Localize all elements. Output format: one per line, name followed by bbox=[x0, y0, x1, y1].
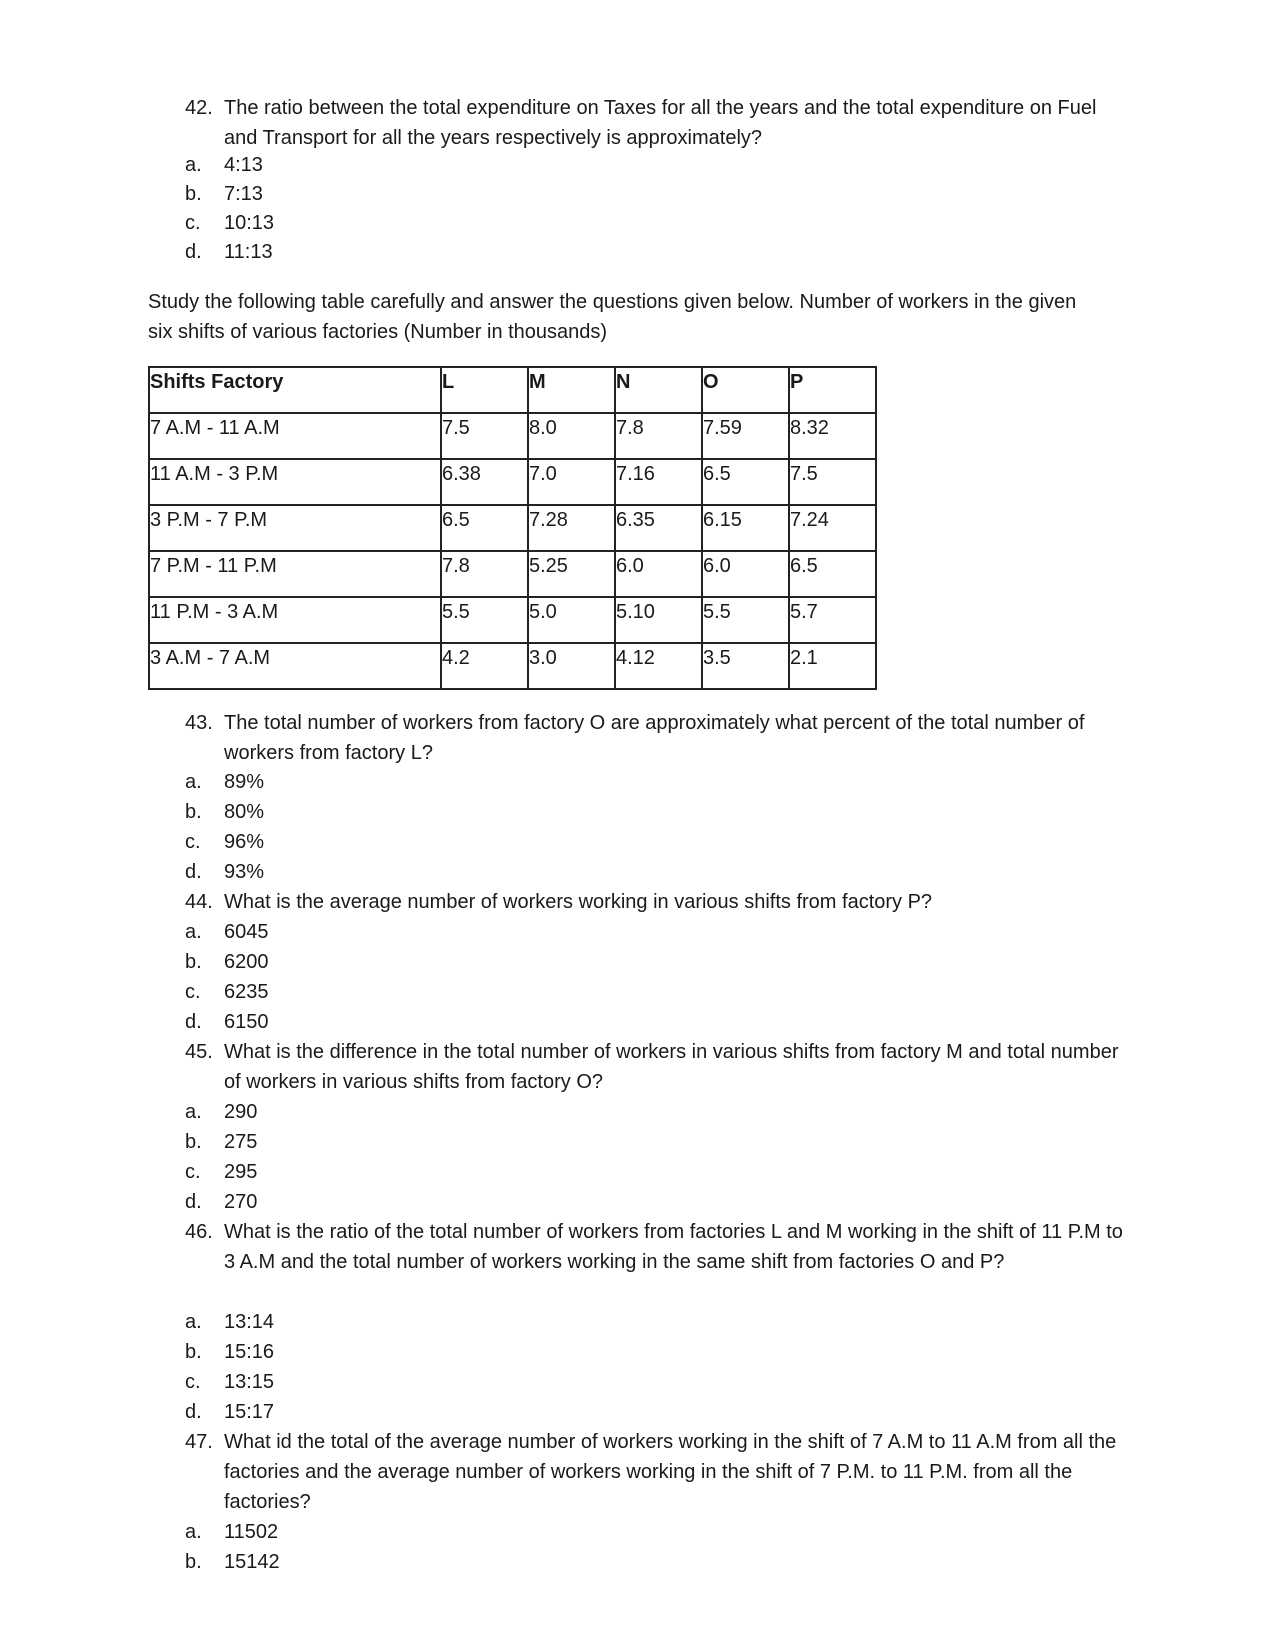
shift-cell: 3 P.M - 7 P.M bbox=[149, 505, 441, 551]
value-cell: 6.5 bbox=[702, 459, 789, 505]
question-43 bbox=[185, 708, 1125, 768]
option-text: 275 bbox=[224, 1131, 258, 1153]
table-row bbox=[149, 643, 876, 689]
option-text: 11502 bbox=[224, 1521, 279, 1543]
option-text: 270 bbox=[224, 1191, 258, 1213]
option-text: 6045 bbox=[224, 921, 269, 943]
value-cell: 6.15 bbox=[702, 505, 789, 551]
option-44-b bbox=[185, 947, 269, 977]
option-42-a bbox=[185, 150, 263, 180]
option-letter: b. bbox=[185, 951, 202, 973]
value-cell: 4.12 bbox=[615, 643, 702, 689]
option-text: 96% bbox=[224, 831, 265, 853]
value-cell: 7.24 bbox=[789, 505, 876, 551]
value-cell: 6.35 bbox=[615, 505, 702, 551]
question-47 bbox=[185, 1427, 1125, 1517]
option-letter: a. bbox=[185, 771, 202, 793]
workers-table bbox=[148, 366, 877, 690]
header-cell: L bbox=[441, 367, 528, 413]
value-cell: 6.0 bbox=[615, 551, 702, 597]
value-cell: 2.1 bbox=[789, 643, 876, 689]
value-cell: 8.0 bbox=[528, 413, 615, 459]
option-letter: d. bbox=[185, 1011, 202, 1033]
value-cell: 7.16 bbox=[615, 459, 702, 505]
shift-cell: 11 P.M - 3 A.M bbox=[149, 597, 441, 643]
question-text: What is the average number of workers working in various shifts from factory P? bbox=[224, 891, 933, 913]
option-42-d bbox=[185, 237, 273, 267]
option-letter: d. bbox=[185, 1191, 202, 1213]
option-text: 93% bbox=[224, 861, 265, 883]
option-letter: d. bbox=[185, 861, 202, 883]
table-row bbox=[149, 459, 876, 505]
question-42 bbox=[185, 93, 1125, 153]
option-text: 10:13 bbox=[224, 212, 275, 234]
option-letter: d. bbox=[185, 241, 202, 263]
value-cell: 5.0 bbox=[528, 597, 615, 643]
option-44-a bbox=[185, 917, 269, 947]
value-cell: 6.5 bbox=[441, 505, 528, 551]
value-cell: 7.0 bbox=[528, 459, 615, 505]
option-text: 4:13 bbox=[224, 154, 263, 176]
option-letter: b. bbox=[185, 801, 202, 823]
option-text: 6150 bbox=[224, 1011, 269, 1033]
option-letter: a. bbox=[185, 1311, 202, 1333]
value-cell: 7.5 bbox=[789, 459, 876, 505]
option-letter: c. bbox=[185, 1371, 201, 1393]
option-44-d bbox=[185, 1007, 269, 1037]
option-42-b bbox=[185, 179, 263, 209]
question-text: The ratio between the total expenditure on Taxes for all the years and the total expenditure on Fuel and Transport for all the years respectively is approximately? bbox=[224, 97, 1097, 149]
question-number: 45. bbox=[185, 1041, 213, 1063]
option-47-a bbox=[185, 1517, 278, 1547]
option-43-d bbox=[185, 857, 264, 887]
table-row bbox=[149, 551, 876, 597]
option-letter: a. bbox=[185, 1521, 202, 1543]
option-45-a bbox=[185, 1097, 257, 1127]
table-header-row bbox=[149, 367, 876, 413]
shift-cell: 7 P.M - 11 P.M bbox=[149, 551, 441, 597]
option-letter: a. bbox=[185, 1101, 202, 1123]
option-text: 15:17 bbox=[224, 1401, 275, 1423]
option-text: 7:13 bbox=[224, 183, 263, 205]
shift-cell: 3 A.M - 7 A.M bbox=[149, 643, 441, 689]
header-cell: M bbox=[528, 367, 615, 413]
value-cell: 4.2 bbox=[441, 643, 528, 689]
question-44 bbox=[185, 887, 1125, 917]
option-46-d bbox=[185, 1397, 274, 1427]
value-cell: 6.38 bbox=[441, 459, 528, 505]
value-cell: 7.8 bbox=[441, 551, 528, 597]
value-cell: 6.5 bbox=[789, 551, 876, 597]
question-number: 44. bbox=[185, 891, 213, 913]
option-42-c bbox=[185, 208, 274, 238]
table-row bbox=[149, 413, 876, 459]
question-45 bbox=[185, 1037, 1125, 1097]
option-letter: b. bbox=[185, 1131, 202, 1153]
table-intro: Study the following table carefully and answer the questions given below. Number of workers in the given six shifts of various factories (Number in thousands) bbox=[148, 291, 1077, 343]
option-45-c bbox=[185, 1157, 257, 1187]
value-cell: 7.8 bbox=[615, 413, 702, 459]
option-letter: c. bbox=[185, 831, 201, 853]
value-cell: 5.25 bbox=[528, 551, 615, 597]
question-text: What is the difference in the total number of workers in various shifts from factory M and total number of workers in various shifts from factory O? bbox=[224, 1041, 1119, 1093]
option-text: 6200 bbox=[224, 951, 269, 973]
option-letter: a. bbox=[185, 154, 202, 176]
table-row bbox=[149, 505, 876, 551]
table-row bbox=[149, 597, 876, 643]
question-number: 42. bbox=[185, 97, 213, 119]
question-text: What is the ratio of the total number of workers from factories L and M working in the shift of 11 P.M to 3 A.M and the total number of workers working in the same shift from factories O and P? bbox=[224, 1221, 1123, 1273]
option-47-b bbox=[185, 1547, 280, 1577]
value-cell: 7.59 bbox=[702, 413, 789, 459]
question-text: What id the total of the average number of workers working in the shift of 7 A.M to 11 A.M from all the factories and the average number of workers working in the shift of 7 P.M. to 11 P.M. from all the factories? bbox=[224, 1431, 1117, 1513]
option-text: 6235 bbox=[224, 981, 269, 1003]
value-cell: 5.5 bbox=[441, 597, 528, 643]
option-text: 13:14 bbox=[224, 1311, 275, 1333]
option-letter: c. bbox=[185, 1161, 201, 1183]
option-43-c bbox=[185, 827, 264, 857]
value-cell: 3.0 bbox=[528, 643, 615, 689]
question-number: 43. bbox=[185, 712, 213, 734]
value-cell: 5.5 bbox=[702, 597, 789, 643]
option-45-d bbox=[185, 1187, 257, 1217]
value-cell: 3.5 bbox=[702, 643, 789, 689]
option-44-c bbox=[185, 977, 269, 1007]
option-letter: b. bbox=[185, 1551, 202, 1573]
header-cell: Shifts Factory bbox=[149, 367, 441, 413]
option-text: 290 bbox=[224, 1101, 258, 1123]
header-cell: N bbox=[615, 367, 702, 413]
shift-cell: 7 A.M - 11 A.M bbox=[149, 413, 441, 459]
question-46 bbox=[185, 1217, 1125, 1277]
value-cell: 7.5 bbox=[441, 413, 528, 459]
option-45-b bbox=[185, 1127, 257, 1157]
option-letter: b. bbox=[185, 183, 202, 205]
header-cell: P bbox=[789, 367, 876, 413]
option-text: 80% bbox=[224, 801, 265, 823]
option-text: 295 bbox=[224, 1161, 258, 1183]
option-text: 15:16 bbox=[224, 1341, 275, 1363]
option-text: 15142 bbox=[224, 1551, 280, 1573]
option-46-a bbox=[185, 1307, 274, 1337]
option-text: 11:13 bbox=[224, 241, 273, 263]
option-text: 89% bbox=[224, 771, 265, 793]
question-number: 46. bbox=[185, 1221, 213, 1243]
option-letter: a. bbox=[185, 921, 202, 943]
value-cell: 8.32 bbox=[789, 413, 876, 459]
option-letter: c. bbox=[185, 981, 201, 1003]
option-letter: c. bbox=[185, 212, 201, 234]
option-43-b bbox=[185, 797, 264, 827]
option-letter: d. bbox=[185, 1401, 202, 1423]
question-text: The total number of workers from factory O are approximately what percent of the total number of workers from factory L? bbox=[224, 712, 1085, 764]
option-43-a bbox=[185, 767, 264, 797]
header-cell: O bbox=[702, 367, 789, 413]
shift-cell: 11 A.M - 3 P.M bbox=[149, 459, 441, 505]
value-cell: 5.10 bbox=[615, 597, 702, 643]
option-letter: b. bbox=[185, 1341, 202, 1363]
value-cell: 5.7 bbox=[789, 597, 876, 643]
option-46-b bbox=[185, 1337, 274, 1367]
option-46-c bbox=[185, 1367, 274, 1397]
option-text: 13:15 bbox=[224, 1371, 275, 1393]
question-number: 47. bbox=[185, 1431, 213, 1453]
value-cell: 7.28 bbox=[528, 505, 615, 551]
value-cell: 6.0 bbox=[702, 551, 789, 597]
